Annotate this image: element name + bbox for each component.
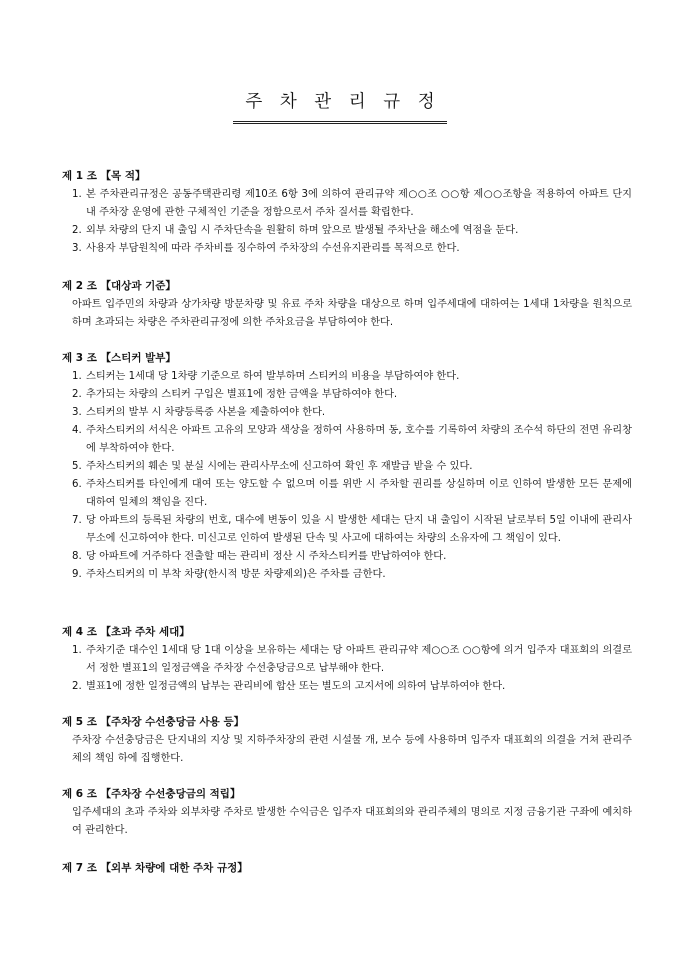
- article-heading: 제 3 조 【스티커 발부】: [62, 352, 176, 364]
- item-number: 1.: [72, 645, 82, 656]
- item-text: 외부 차량의 단지 내 출입 시 주차단속을 원활히 하며 앞으로 발생될 주차난을 해소에 역점을 둔다.: [86, 225, 519, 236]
- item-number: 3.: [72, 243, 82, 254]
- item-number: 2.: [72, 389, 82, 400]
- item-number: 8.: [72, 551, 82, 562]
- article-7: [62, 860, 632, 878]
- list-item: [62, 678, 632, 696]
- item-text: 주차스티커의 서식은 아파트 고유의 모양과 색상을 정하여 사용하며 동, 호수를 기록하여 차량의 조수석 하단의 전면 유리창에 부착하여야 한다.: [86, 425, 632, 454]
- list-item: [62, 548, 632, 566]
- item-number: 7.: [72, 515, 82, 526]
- item-number: 9.: [72, 569, 82, 580]
- article-paragraph: 아파트 입주민의 차량과 상가차량 방문차량 및 유료 주차 차량을 대상으로 하며 입주세대에 대하여는 1세대 1차량을 원칙으로 하며 초과되는 차량은 주차관리규정에 의한 주차요금을 부담하여야 한다.: [72, 299, 632, 328]
- item-text: 별표1에 정한 일정금액의 납부는 관리비에 합산 또는 별도의 고지서에 의하여 납부하여야 한다.: [86, 681, 506, 692]
- document-title: 주 차 관 리 규 정: [233, 88, 446, 124]
- list-item: [62, 422, 632, 458]
- article-heading: 제 7 조 【외부 차량에 대한 주차 규정】: [62, 862, 248, 874]
- article-3: [62, 350, 632, 584]
- list-item: [62, 386, 632, 404]
- article-paragraph: 입주세대의 초과 주차와 외부차량 주차로 발생한 수익금은 입주자 대표회의와 관리주체의 명의로 지정 금융기관 구좌에 예치하여 관리한다.: [72, 807, 632, 836]
- article-heading: 제 5 조 【주차장 수선충당금 사용 등】: [62, 716, 245, 728]
- article-paragraph: 주차장 수선충당금은 단지내의 지상 및 지하주차장의 관련 시설물 개, 보수 등에 사용하며 입주자 대표회의 의결을 거쳐 관리주체의 책임 하에 집행한다.: [72, 735, 632, 764]
- article-1: [62, 168, 632, 258]
- article-heading: 제 2 조 【대상과 기준】: [62, 280, 176, 292]
- item-number: 3.: [72, 407, 82, 418]
- list-item: [62, 642, 632, 678]
- list-item: [62, 186, 632, 222]
- article-5: [62, 714, 632, 768]
- item-text: 스티커의 발부 시 차량등록증 사본을 제출하여야 한다.: [86, 407, 326, 418]
- item-text: 주차기준 대수인 1세대 당 1대 이상을 보유하는 세대는 당 아파트 관리규약 제○○조 ○○항에 의거 입주자 대표회의 의결로서 정한 별표1의 일정금액을 주차장 수선충당금으로 납부해야 한다.: [86, 645, 632, 674]
- list-item: [62, 222, 632, 240]
- item-text: 추가되는 차량의 스티커 구입은 별표1에 정한 금액을 부담하여야 한다.: [86, 389, 398, 400]
- article-heading: 제 4 조 【초과 주차 세대】: [62, 626, 190, 638]
- item-number: 1.: [72, 371, 82, 382]
- list-item: [62, 512, 632, 548]
- article-2: [62, 278, 632, 332]
- list-item: [62, 458, 632, 476]
- title-wrap: [0, 88, 680, 124]
- item-text: 주차스티커를 타인에게 대여 또는 양도할 수 없으며 이를 위반 시 주차할 권리를 상실하며 이로 인하여 발생한 모든 문제에 대하여 일체의 책임을 진다.: [86, 479, 632, 508]
- item-text: 당 아파트의 등록된 차량의 번호, 대수에 변동이 있을 시 발생한 세대는 단지 내 출입이 시작된 날로부터 5일 이내에 관리사무소에 신고하여야 한다. 미신고로 인하여 발생된 단속 및 사고에 대하여는 차량의 소유자에 그 책임이 있다.: [86, 515, 632, 544]
- article-heading: 제 1 조 【목 적】: [62, 170, 146, 182]
- list-item: [62, 368, 632, 386]
- article-6: [62, 786, 632, 840]
- item-text: 당 아파트에 거주하다 전출할 때는 관리비 정산 시 주차스티커를 반납하여야 한다.: [86, 551, 447, 562]
- list-item: [62, 240, 632, 258]
- list-item: [62, 566, 632, 584]
- item-text: 주차스티커의 훼손 및 분실 시에는 관리사무소에 신고하여 확인 후 재발급 받을 수 있다.: [86, 461, 473, 472]
- list-item: [62, 404, 632, 422]
- article-heading: 제 6 조 【주차장 수선충당금의 적립】: [62, 788, 241, 800]
- item-text: 주차스티커의 미 부착 차량(한시적 방문 차량제외)은 주차를 금한다.: [86, 569, 386, 580]
- item-text: 사용자 부담원칙에 따라 주차비를 징수하여 주차장의 수선유지관리를 목적으로 한다.: [86, 243, 460, 254]
- item-text: 본 주차관리규정은 공동주택관리령 제10조 6항 3에 의하여 관리규약 제○○조 ○○항 제○○조항을 적용하여 아파트 단지 내 주차장 운영에 관한 구체적인 기준을 정함으로서 주차 질서를 확립한다.: [86, 189, 632, 218]
- item-text: 스티커는 1세대 당 1차량 기준으로 하여 발부하며 스티커의 비용을 부담하여야 한다.: [86, 371, 460, 382]
- item-number: 2.: [72, 225, 82, 236]
- item-number: 1.: [72, 189, 82, 200]
- item-number: 6.: [72, 479, 82, 490]
- item-number: 2.: [72, 681, 82, 692]
- list-item: [62, 476, 632, 512]
- item-number: 5.: [72, 461, 82, 472]
- article-4: [62, 624, 632, 696]
- item-number: 4.: [72, 425, 82, 436]
